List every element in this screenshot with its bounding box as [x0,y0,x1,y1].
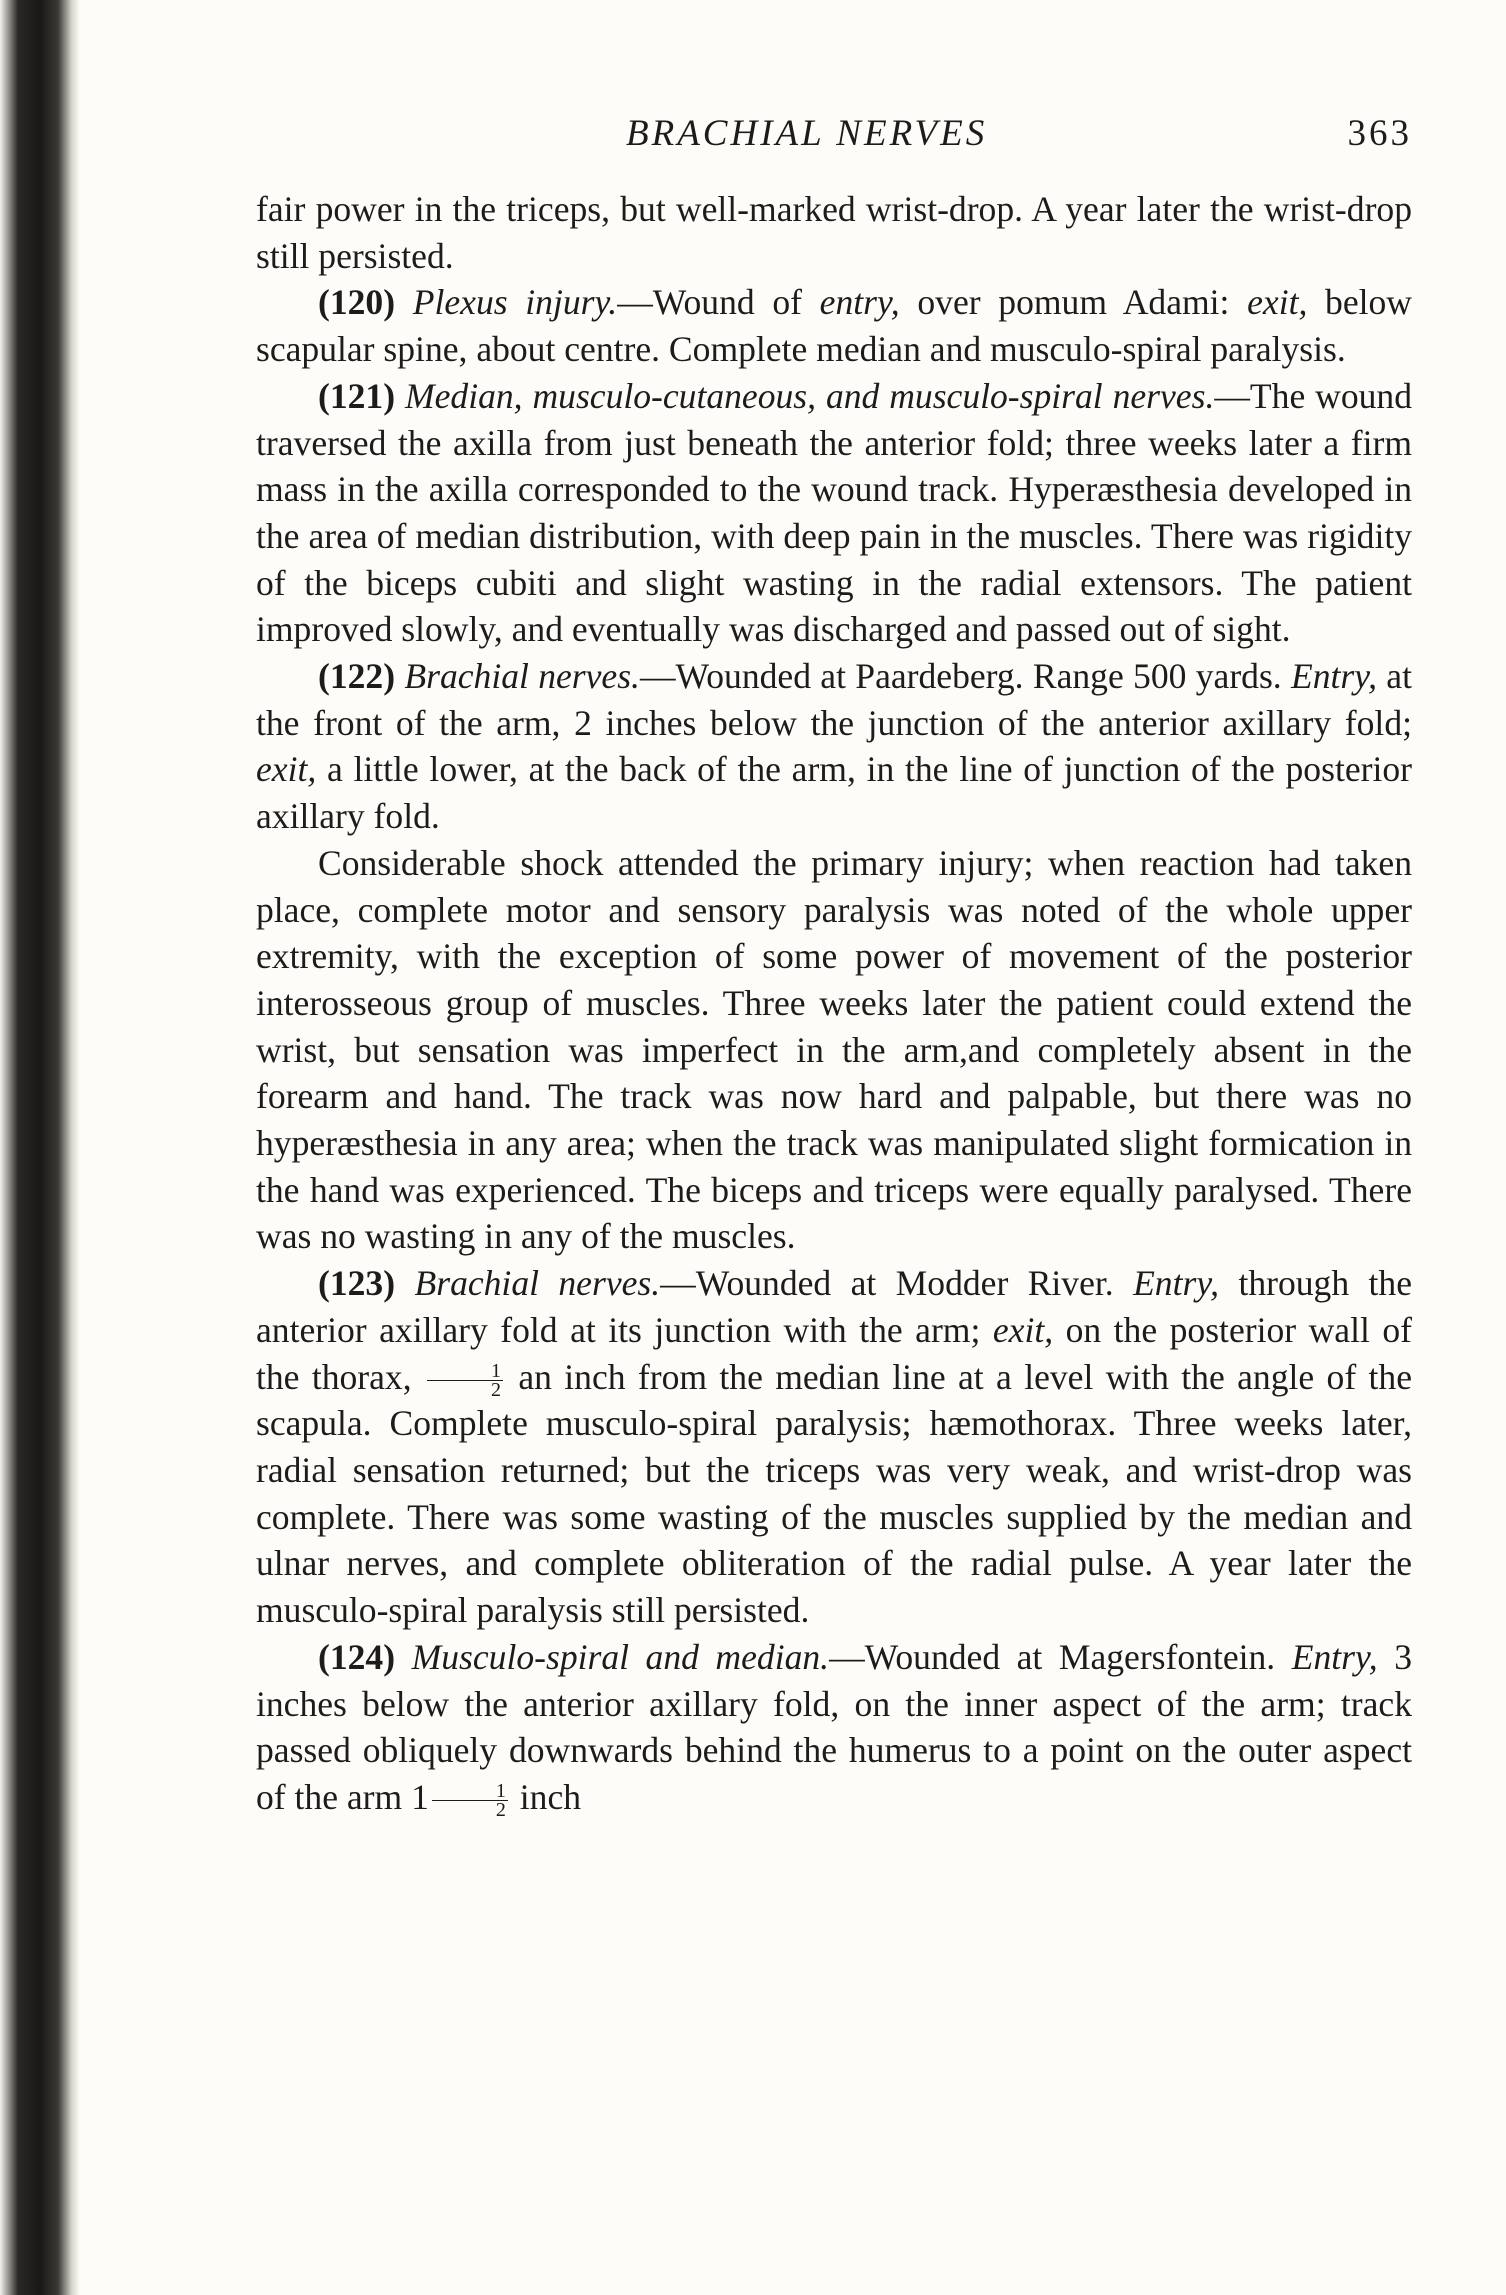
case-123: (123) Brachial nerves.—Wounded at Modder River. Entry, through the anterior axillary fold at its junction with the arm; exit, on the posterior wall of the thorax, $\frac{1}{2}$ an inch from the median line at a level with the angle of the scapula. Complete musculo-spiral paralysis; hæmothorax. Three weeks later, radial sensation returned; but the triceps was very weak, and wrist-drop was complete. There was some wasting of the muscles supplied by the median and ulnar nerves, and complete obliteration of the radial pulse. A year later the musculo-spiral paralysis still persisted. [256,1263,1412,1631]
case-number: (124) [318,1636,396,1677]
running-title: BRACHIAL NERVES [626,113,988,154]
case-122-continuation: Considerable shock attended the primary injury; when reaction had taken place, complete motor and sensory paralysis was noted of the whole upper extremity, with the exception of some power of movement of the posterior interosseous group of muscles. Three weeks later the patient could extend the wrist, but sensation was imperfect in the arm,and completely absent in the forearm and hand. The track was now hard and palpable, but there was no hyperæsthesia in any area; when the track was manipulated slight formication in the hand was experienced. The biceps and triceps were equally paralysed. There was no wasting in any of the muscles. [256,842,1412,1257]
page-body [256,186,1412,1821]
case-title: Median, musculo-cutaneous, and musculo-spiral nerves. [404,375,1215,416]
case-121: (121) Median, musculo-cutaneous, and musculo-spiral nerves.—The wound traversed the axilla from just beneath the anterior fold; three weeks later a firm mass in the axilla corresponded to the wound track. Hyperæsthesia developed in the area of median distribution, with deep pain in the muscles. There was rigidity of the biceps cubiti and slight wasting in the radial extensors. The patient improved slowly, and eventually was discharged and passed out of sight. [256,375,1412,650]
case-number: (121) [318,375,396,416]
case-number: (120) [318,282,396,323]
case-title: Musculo-spiral and median. [411,1636,830,1677]
case-title: Plexus injury. [412,282,618,323]
mixed-number-whole: 1 [411,1776,429,1817]
case-124: (124) Musculo-spiral and median.—Wounded at Magersfontein. Entry, 3 inches below the anterior axillary fold, on the inner aspect of the arm; track passed obliquely downwards behind the humerus to a point on the outer aspect of the arm 1 $\frac{1}{2}$ inch [256,1636,1413,1822]
page-header [256,112,1412,158]
fraction-half: $\frac{1}{2}$ [432,1782,508,1819]
case-number: (122) [318,656,396,697]
case-number: (123) [318,1263,396,1304]
case-title: Brachial nerves. [414,1263,661,1304]
fraction-half: $\frac{1}{2}$ [427,1362,503,1399]
case-120: (120) Plexus injury.—Wound of entry, over pomum Adami: exit, below scapular spine, about centre. Complete median and musculo-spiral paralysis. [256,282,1413,370]
book-binding-edge [0,0,80,2295]
page-number: 363 [1347,113,1412,154]
case-title: Brachial nerves. [404,656,640,697]
paragraph-continuation: fair power in the triceps, but well-marked wrist-drop. A year later the wrist-drop still persisted. [256,189,1412,276]
case-122: (122) Brachial nerves.—Wounded at Paardeberg. Range 500 yards. Entry, at the front of the arm, 2 inches below the junction of the anterior axillary fold; exit, a little lower, at the back of the arm, in the line of junction of the posterior axillary fold. [256,656,1412,837]
